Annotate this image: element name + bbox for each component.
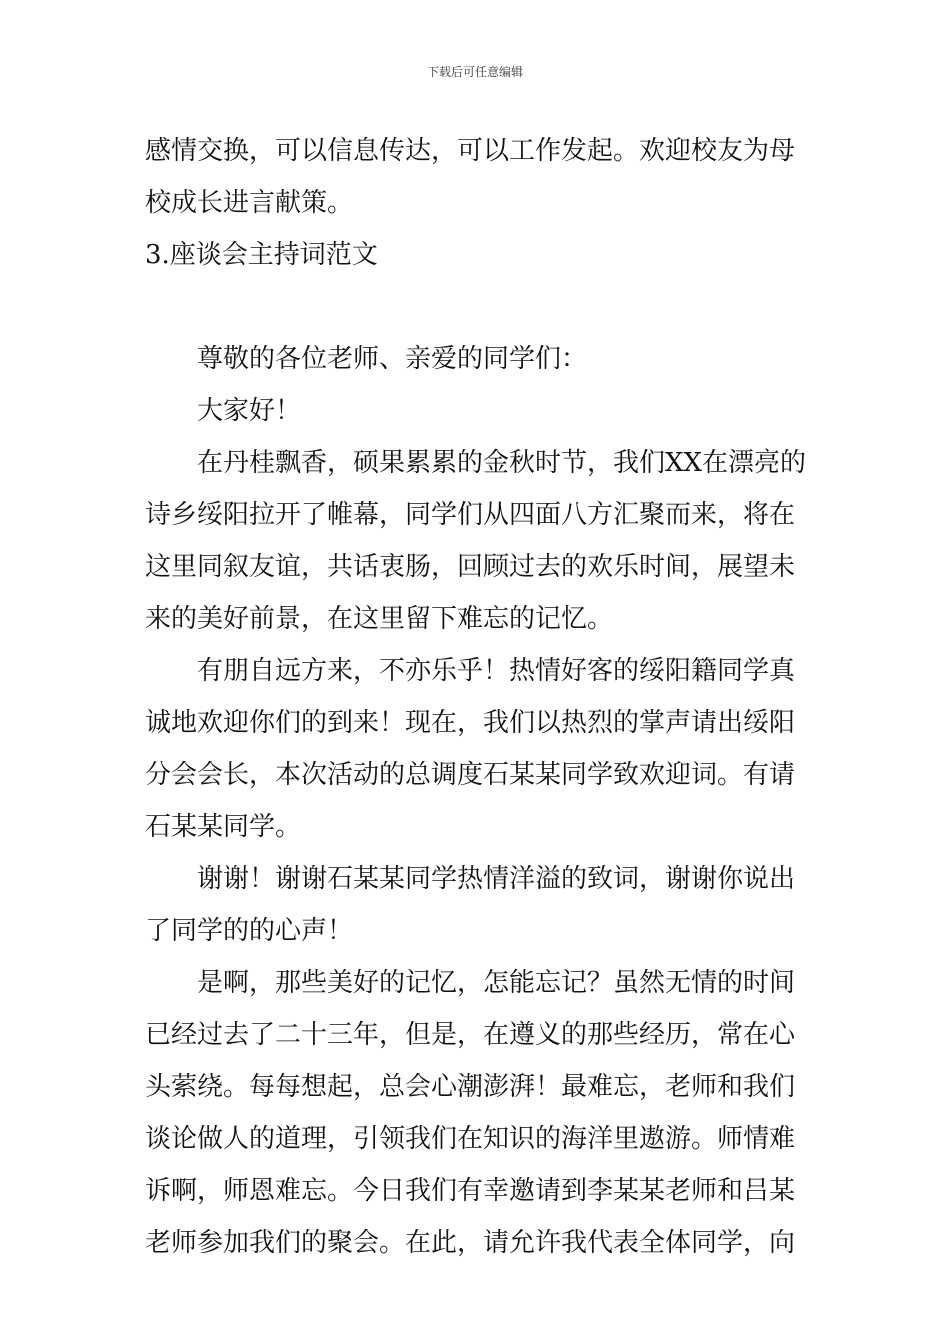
text-line: 谢谢！谢谢石某某同学热情洋溢的致词，谢谢你说出	[197, 864, 796, 894]
text-line: 石某某同学。	[145, 812, 302, 842]
text-line: 在丹桂飘香，硕果累累的金秋时节，我们XX在漂亮的	[197, 448, 807, 478]
section-heading: 3.座谈会主持词范文	[145, 240, 378, 270]
text-line: 这里同叙友谊，共话衷肠，回顾过去的欢乐时间，展望未	[145, 552, 796, 582]
text-line: 分会会长，本次活动的总调度石某某同学致欢迎词。有请	[145, 760, 796, 790]
greeting: 大家好！	[197, 396, 302, 426]
text-line: 诗乡绥阳拉开了帷幕，同学们从四面八方汇聚而来，将在	[145, 500, 796, 530]
document-body	[145, 125, 810, 1269]
text-line: 了同学的的心声！	[145, 916, 354, 946]
text-line: 是啊，那些美好的记忆，怎能忘记？虽然无情的时间	[197, 968, 796, 998]
blank-line	[145, 281, 810, 333]
text-line: 老师参加我们的聚会。在此，请允许我代表全体同学，向	[145, 1228, 796, 1258]
text-line: 来的美好前景，在这里留下难忘的记忆。	[145, 604, 614, 634]
text-line: 已经过去了二十三年，但是，在遵义的那些经历，常在心	[145, 1020, 796, 1050]
salutation: 尊敬的各位老师、亲爱的同学们：	[197, 344, 588, 374]
page-header: 下载后可任意编辑	[426, 65, 523, 79]
text-line: 感情交换，可以信息传达，可以工作发起。欢迎校友为母	[145, 136, 796, 166]
text-line: 有朋自远方来，不亦乐乎！热情好客的绥阳籍同学真	[197, 656, 796, 686]
text-line: 头萦绕。每每想起，总会心潮澎湃！最难忘，老师和我们	[145, 1072, 796, 1102]
text-line: 诉啊，师恩难忘。今日我们有幸邀请到李某某老师和吕某	[145, 1176, 796, 1206]
text-line: 校成长进言献策。	[145, 188, 354, 218]
text-line: 诚地欢迎你们的到来！现在，我们以热烈的掌声请出绥阳	[145, 708, 796, 738]
text-line: 谈论做人的道理，引领我们在知识的海洋里遨游。师情难	[145, 1124, 796, 1154]
